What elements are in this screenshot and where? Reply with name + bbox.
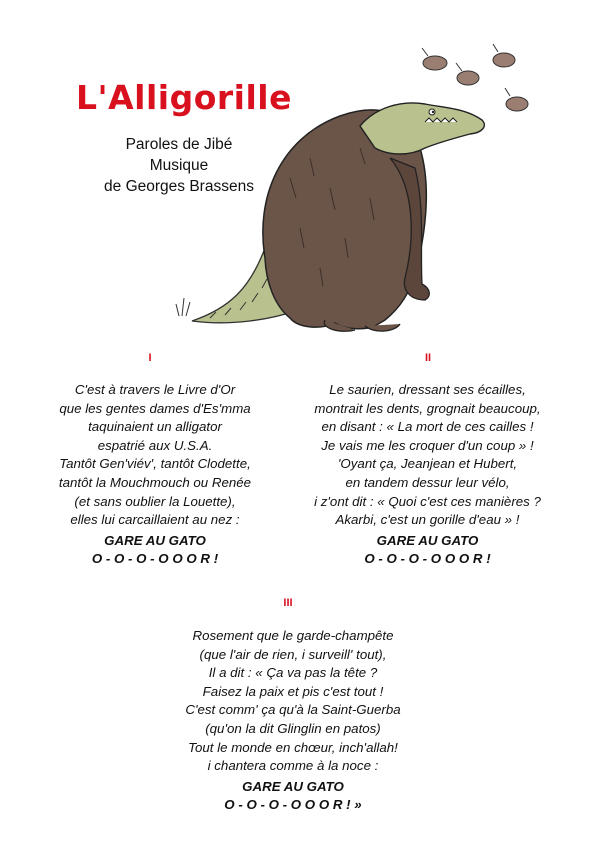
alligorille-illustration bbox=[170, 38, 540, 338]
verse-line: i chantera comme à la noce : bbox=[207, 758, 379, 774]
verse-line: (que l'air de rien, i surveill' tout), bbox=[199, 646, 387, 662]
bird-4 bbox=[506, 97, 528, 111]
verse-line: elles lui carcaillaient au nez : bbox=[70, 512, 240, 528]
credits-lyrics: Paroles de Jibé bbox=[125, 136, 233, 153]
verse-line: espatrié aux U.S.A. bbox=[97, 437, 213, 453]
verse-line: Il a dit : « Ça va pas la tête ? bbox=[208, 665, 378, 681]
verse-line: Le saurien, dressant ses écailles, bbox=[329, 382, 526, 397]
verse-number-1: I bbox=[148, 352, 152, 364]
verse-line: C'est à travers le Livre d'Or bbox=[74, 382, 236, 397]
verse-line: montrait les dents, grognait beaucoup, bbox=[314, 400, 541, 416]
bird-2 bbox=[457, 71, 479, 85]
verse-line: taquinaient un alligator bbox=[88, 419, 222, 435]
page-title: L'Alligorille bbox=[76, 78, 292, 117]
verse-line: Je vais me les croquer d'un coup » ! bbox=[321, 437, 534, 453]
verse-line: Faisez la paix et pis c'est tout ! bbox=[202, 683, 384, 699]
verse-line: Tantôt Gen'viév', tantôt Clodette, bbox=[59, 456, 251, 472]
verse-number-2: II bbox=[424, 352, 432, 364]
bird-3 bbox=[493, 53, 515, 67]
verse-line: Tout le monde en chœur, inch'allah! bbox=[188, 739, 398, 755]
refrain-line: O - O - O - O O O R ! » bbox=[224, 797, 362, 813]
verse-line: i z'ont dit : « Quoi c'est ces manières ? bbox=[314, 493, 541, 509]
refrain-line: GARE AU GATO bbox=[376, 532, 479, 548]
bird-group bbox=[423, 53, 528, 111]
refrain-3 bbox=[158, 778, 428, 815]
verse-line: (qu'on la dit Glinglin en patos) bbox=[205, 720, 381, 736]
refrain-line: O - O - O - O O O R ! bbox=[91, 551, 219, 567]
refrain-2 bbox=[295, 532, 560, 569]
verse-number-3: III bbox=[283, 597, 293, 609]
verse-line: 'Oyant ça, Jeanjean et Hubert, bbox=[337, 456, 518, 472]
verse-1 bbox=[20, 381, 290, 569]
refrain-line: GARE AU GATO bbox=[104, 532, 206, 548]
credits-music: Musique bbox=[149, 157, 209, 174]
verse-line: Akarbi, c'est un gorille d'eau » ! bbox=[335, 512, 520, 528]
verse-line: C'est comm' ça qu'à la Saint-Guerba bbox=[185, 702, 401, 718]
grass-tuft bbox=[176, 298, 190, 316]
verse-line: en disant : « La mort de ces cailles ! bbox=[321, 419, 534, 435]
verse-line: en tandem dessur leur vélo, bbox=[345, 474, 510, 490]
creature-head bbox=[360, 103, 484, 154]
verse-2 bbox=[295, 381, 560, 569]
verse-line: (et sans oublier la Louette), bbox=[74, 493, 236, 509]
verse-line: tantôt la Mouchmouch ou Renée bbox=[58, 474, 252, 490]
verse-line: que les gentes dames d'Es'mma bbox=[59, 400, 251, 416]
verse-line: Rosement que le garde-champête bbox=[192, 628, 394, 643]
refrain-1 bbox=[20, 532, 290, 569]
credits-composer: de Georges Brassens bbox=[104, 178, 254, 195]
refrain-line: GARE AU GATO bbox=[242, 778, 344, 794]
refrain-line: O - O - O - O O O R ! bbox=[364, 551, 491, 567]
verse-3 bbox=[158, 627, 428, 815]
bird-1 bbox=[423, 56, 447, 70]
